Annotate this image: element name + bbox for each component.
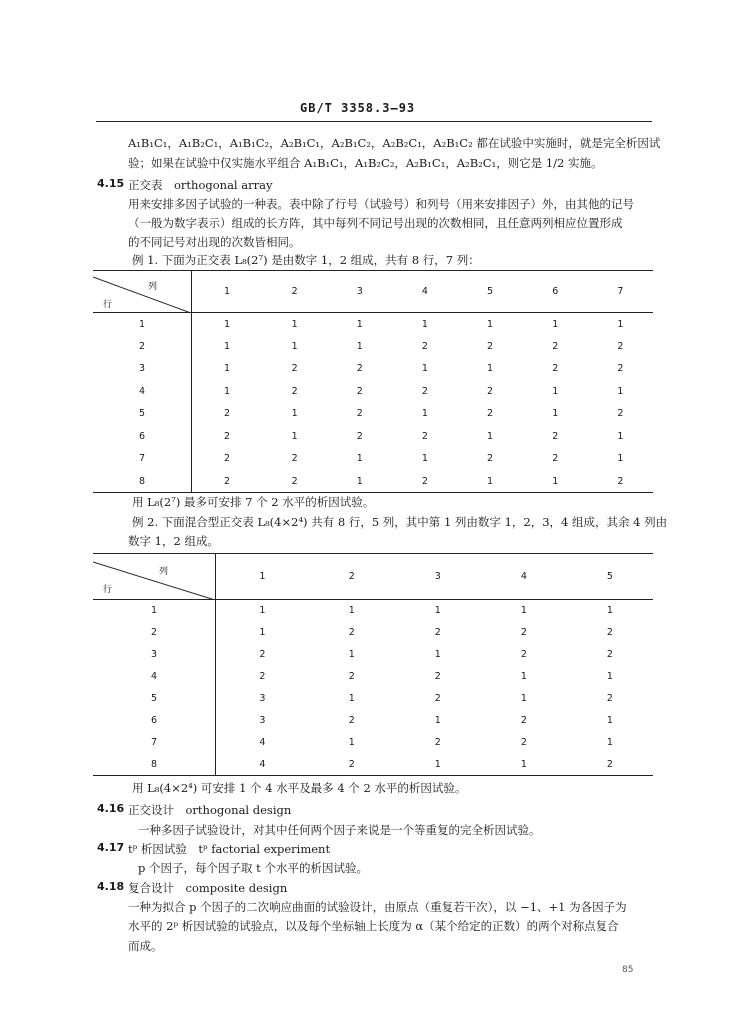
table1-cell: 1	[291, 408, 298, 420]
table1-cell: 1	[552, 385, 559, 397]
section-4-17-body: p 个因子，每个因子取 t 个水平的析因试验。	[138, 861, 368, 875]
table1-cell: 1	[356, 475, 363, 487]
example-2-caption-line-2: 数字 1，2 组成。	[128, 534, 219, 548]
table2-cell: 2	[606, 627, 613, 638]
table2-cell: 1	[606, 671, 613, 682]
table1-cell: 1	[617, 318, 624, 330]
table1-cell: 1	[223, 318, 231, 330]
table1-cell: 2	[617, 340, 624, 352]
table2-col-header: 4	[520, 571, 527, 582]
table2-row-number: 8	[93, 754, 216, 776]
table1-cell: 2	[617, 363, 624, 375]
table2-cell: 1	[259, 627, 266, 638]
table-row	[93, 622, 653, 644]
table1-cell: 1	[291, 430, 298, 442]
table2-row-number: 4	[93, 666, 216, 688]
table1-row-number: 6	[93, 425, 192, 448]
table1-row-number: 2	[93, 335, 192, 358]
table2-cell: 1	[348, 737, 355, 748]
table1-cell: 1	[487, 318, 494, 330]
table1-cell: 2	[223, 453, 231, 465]
table1-row-number: 5	[93, 403, 192, 426]
table1-cell: 1	[487, 475, 494, 487]
table1-cell: 1	[223, 363, 231, 375]
table2-cell: 1	[259, 605, 266, 617]
table1-cell: 2	[223, 430, 231, 442]
table1-cell: 2	[223, 475, 231, 487]
table1-col-header: 6	[552, 286, 559, 297]
table1-cell: 1	[487, 363, 494, 375]
table1-col-header: 3	[356, 286, 363, 297]
table2-cell: 2	[348, 715, 355, 726]
table1-cell: 2	[223, 408, 231, 420]
table-row	[93, 313, 653, 336]
table1-cell: 2	[552, 340, 559, 352]
table1-cell: 1	[291, 340, 298, 352]
section-4-15-line-1: 用来安排多因子试验的一种表。表中除了行号（试验号）和列号（用来安排因子）外，由其他的记号	[128, 197, 634, 211]
page-number: 85	[622, 965, 634, 975]
section-4-17-number: 4.17	[97, 841, 125, 854]
section-4-15-title: 正交表 orthogonal array	[128, 178, 273, 192]
table1-row-number: 7	[93, 448, 192, 471]
table-row	[93, 644, 653, 666]
table1-cell: 1	[617, 385, 624, 397]
table1-cell: 1	[291, 318, 298, 330]
table2-cell: 3	[259, 693, 266, 704]
table1-cell: 2	[617, 475, 624, 487]
table1-cell: 2	[356, 385, 363, 397]
table2-cell: 1	[434, 715, 441, 726]
table1-column-label: 列	[148, 282, 158, 292]
table1-cell: 2	[421, 385, 428, 397]
section-4-18-number: 4.18	[97, 880, 125, 893]
table2-cell: 1	[348, 605, 355, 617]
table1-cell: 1	[421, 408, 428, 420]
table-row	[93, 380, 653, 403]
table1-cell: 2	[552, 453, 559, 465]
table1-row-label: 行	[103, 300, 113, 310]
table1-cell: 1	[421, 318, 428, 330]
table2-cell: 2	[520, 737, 527, 748]
table1-row-number: 8	[93, 470, 192, 493]
table1-cell: 2	[291, 385, 298, 397]
section-4-18-line-2: 水平的 2ᵖ 析因试验的试验点，以及每个坐标轴上长度为 α（某个给定的正数）的两个对称点复合	[128, 919, 619, 933]
table1-row-number: 4	[93, 380, 192, 403]
section-4-16-title: 正交设计 orthogonal design	[128, 803, 292, 817]
table1-cell: 1	[356, 453, 363, 465]
table-row	[93, 470, 653, 493]
table1-cell: 2	[421, 340, 428, 352]
section-4-17-title: tᵖ 析因试验 tᵖ factorial experiment	[128, 842, 331, 856]
section-4-15-line-3: 的不同记号对出现的次数皆相同。	[128, 235, 301, 249]
table2-cell: 1	[520, 693, 527, 704]
table2-row-number: 3	[93, 644, 216, 666]
table2-cell: 2	[520, 715, 527, 726]
orthogonal-table-l8-4x2-4	[93, 553, 653, 776]
table2-cell: 2	[434, 693, 441, 704]
section-4-18-title: 复合设计 composite design	[128, 881, 288, 895]
table1-cell: 1	[487, 430, 494, 442]
table-row	[93, 688, 653, 710]
table2-col-header: 2	[348, 571, 355, 582]
table2-row-number: 1	[93, 600, 216, 622]
table2-col-header: 5	[606, 571, 613, 582]
table1-cell: 2	[421, 475, 428, 487]
table2-cell: 2	[348, 627, 355, 638]
table2-cell: 2	[259, 671, 266, 682]
table-row	[93, 666, 653, 688]
table2-cell: 1	[520, 671, 527, 682]
table2-cell: 1	[434, 649, 441, 660]
table1-cell: 2	[356, 430, 363, 442]
table2-cell: 2	[520, 649, 527, 660]
intro-line-2: 验；如果在试验中仅实施水平组合 A₁B₁C₁，A₁B₂C₂，A₂B₁C₁，A₂B₂C₁，则它是 1/2 实施。	[128, 156, 603, 170]
table1-cell: 1	[552, 318, 559, 330]
standard-header: GB/T 3358.3—93	[300, 101, 416, 115]
table-row	[93, 358, 653, 381]
table1-col-header: 5	[487, 286, 494, 297]
table2-corner-cell	[93, 554, 216, 600]
table1-cell: 1	[421, 363, 428, 375]
table2-cell: 1	[520, 605, 527, 617]
table2-col-header: 3	[434, 571, 441, 582]
table2-cell: 2	[348, 758, 355, 770]
section-4-18-line-1: 一种为拟合 p 个因子的二次响应曲面的试验设计，由原点（重复若干次），以 −1、+1 为各因子为	[128, 900, 627, 914]
table2-row-label: 行	[103, 585, 113, 595]
section-4-18-line-3: 而成。	[128, 939, 163, 953]
table1-cell: 1	[223, 340, 231, 352]
table2-row-number: 6	[93, 710, 216, 732]
table2-cell: 1	[348, 649, 355, 660]
table2-cell: 2	[259, 649, 266, 660]
table1-cell: 2	[291, 453, 298, 465]
table2-cell: 2	[434, 671, 441, 682]
table1-cell: 2	[356, 363, 363, 375]
table1-cell: 2	[291, 363, 298, 375]
table2-cell: 2	[434, 737, 441, 748]
table-row	[93, 732, 653, 754]
table2-cell: 2	[606, 758, 613, 770]
table1-cell: 2	[552, 430, 559, 442]
table1-cell: 1	[552, 475, 559, 487]
table-row	[93, 600, 653, 622]
table2-cell: 1	[348, 693, 355, 704]
table1-row-number: 1	[93, 313, 192, 336]
table1-cell: 1	[617, 430, 624, 442]
table1-col-header: 7	[617, 286, 624, 297]
table2-cell: 4	[259, 758, 266, 770]
table2-cell: 3	[259, 715, 266, 726]
table1-col-header: 2	[291, 286, 298, 297]
example-1-caption: 例 1. 下面为正交表 L₈(2⁷) 是由数字 1，2 组成，共有 8 行，7 列：	[132, 253, 480, 267]
table2-col-header: 1	[259, 571, 266, 582]
table1-cell: 2	[487, 340, 494, 352]
table1-cell: 2	[421, 430, 428, 442]
table1-cell: 1	[356, 318, 363, 330]
section-4-15-line-2: （一般为数字表示）组成的长方阵，其中每列不同记号出现的次数相同，且任意两列相应位置形成	[128, 216, 623, 230]
table2-cell: 1	[606, 715, 613, 726]
table1-cell: 2	[356, 408, 363, 420]
table-row	[93, 335, 653, 358]
table1-cell: 1	[356, 340, 363, 352]
example-2-caption-line-1: 例 2. 下面混合型正交表 L₈(4×2⁴) 共有 8 行，5 列，其中第 1 列由数字 1，2，3，4 组成，其余 4 列由	[132, 515, 668, 529]
section-4-15-number: 4.15	[97, 177, 125, 190]
table2-cell: 2	[348, 671, 355, 682]
table2-cell: 1	[606, 737, 613, 748]
table1-row-number: 3	[93, 358, 192, 381]
table2-note: 用 L₈(4×2⁴) 可安排 1 个 4 水平及最多 4 个 2 水平的析因试验。	[132, 781, 467, 795]
table1-note: 用 L₈(2⁷) 最多可安排 7 个 2 水平的析因试验。	[132, 495, 375, 509]
table2-cell: 2	[520, 627, 527, 638]
table2-cell: 4	[259, 737, 266, 748]
section-4-16-number: 4.16	[97, 802, 125, 815]
table1-cell: 2	[487, 453, 494, 465]
table2-column-label: 列	[159, 567, 169, 577]
table2-cell: 2	[434, 627, 441, 638]
table1-cell: 1	[552, 408, 559, 420]
table2-row-number: 2	[93, 622, 216, 644]
table1-cell: 2	[617, 408, 624, 420]
table2-cell: 2	[606, 649, 613, 660]
table1-cell: 2	[487, 385, 494, 397]
intro-line-1: A₁B₁C₁，A₁B₂C₁，A₁B₁C₂，A₂B₁C₁，A₂B₁C₂，A₂B₂C₁，A₂B₁C₂ 都在试验中实施时，就是完全析因试	[128, 136, 661, 150]
table2-cell: 1	[520, 758, 527, 770]
table1-col-header: 1	[223, 286, 231, 297]
table1-cell: 2	[487, 408, 494, 420]
table-row	[93, 425, 653, 448]
table1-cell: 1	[617, 453, 624, 465]
orthogonal-table-l8-2-7	[93, 270, 653, 493]
table2-row-number: 5	[93, 688, 216, 710]
table1-cell: 2	[552, 363, 559, 375]
table1-cell: 1	[223, 385, 231, 397]
header-rule	[96, 121, 652, 122]
table2-cell: 1	[606, 605, 613, 617]
table-row	[93, 403, 653, 426]
table-row	[93, 710, 653, 732]
table1-cell: 1	[421, 453, 428, 465]
table2-row-number: 7	[93, 732, 216, 754]
table1-col-header: 4	[421, 286, 428, 297]
table1-cell: 2	[291, 475, 298, 487]
table1-corner-cell	[93, 271, 192, 313]
table2-cell: 1	[434, 758, 441, 770]
table-row	[93, 448, 653, 471]
table-row	[93, 754, 653, 776]
table2-cell: 1	[434, 605, 441, 617]
section-4-16-body: 一种多因子试验设计，对其中任何两个因子来说是一个等重复的完全析因试验。	[138, 823, 541, 837]
table2-cell: 2	[606, 693, 613, 704]
